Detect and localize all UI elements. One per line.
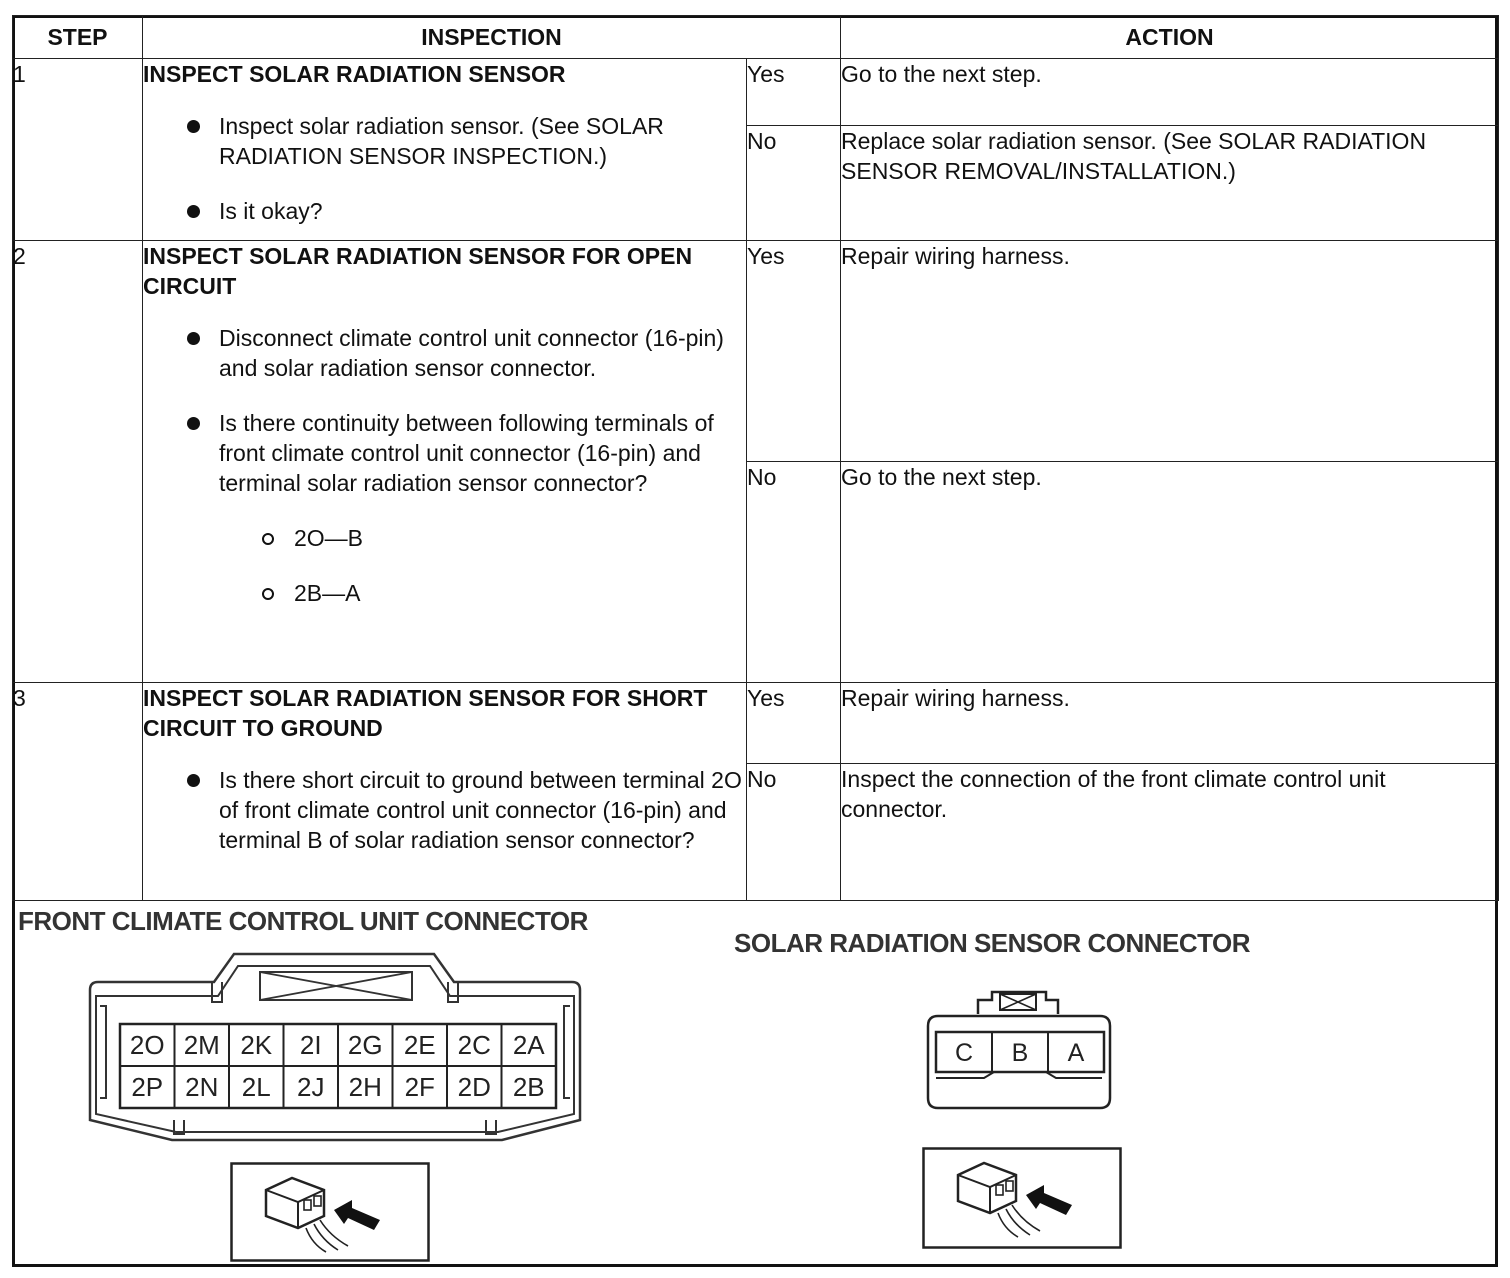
bullet-icon [187,417,200,430]
pin-label: C [954,1039,974,1067]
step-3-bullets [143,765,746,855]
pin-label: 2C [457,1030,491,1060]
list-item: Is there continuity between following terminals of front climate control unit connector (16-pin) and terminal solar radiation sensor connector? 2O—B 2B—A [143,408,746,608]
diagnostic-table [12,15,1499,901]
icon-frame [232,1164,429,1261]
pin-label: 2K [240,1030,273,1060]
step-2-inspection [143,241,747,683]
step-3-number: 3 [13,683,143,901]
pin-label: A [1067,1039,1085,1067]
bullet-icon [187,332,200,345]
inspection-header: INSPECTION [143,16,841,59]
list-item: Is there short circuit to ground between terminal 2O of front climate control unit connector (16-pin) and terminal B of solar radiation sensor connector? [143,765,746,855]
step-2-bullets [143,323,746,608]
step-3-yes-action: Repair wiring harness. [841,683,1499,764]
pin-label: 2G [347,1030,383,1060]
step-2-number: 2 [13,241,143,683]
pin-label: 2M [183,1030,220,1060]
step-3-no-action: Inspect the connection of the front climate control unit connector. [841,764,1499,901]
step-3-yes-label: Yes [747,683,841,764]
list-item: Is it okay? [143,196,746,226]
step-3-no-label: No [747,764,841,901]
bullet-icon [187,120,200,133]
bullet-icon [187,774,200,787]
list-item: Disconnect climate control unit connector (16-pin) and solar radiation sensor connector. [143,323,746,383]
pin-label: B [1011,1039,1029,1067]
step-1-title: INSPECT SOLAR RADIATION SENSOR [143,61,566,87]
front-pin-grid [120,1024,556,1108]
step-2-no-label: No [747,462,841,683]
front-connector-diagram [82,950,602,1150]
pin-label: 2A [512,1030,545,1060]
pin-label: 2F [404,1072,435,1102]
pin-label: 2O [129,1030,165,1060]
connector-body [266,1178,324,1228]
step-1-inspection [143,59,747,241]
step-1-number: 1 [13,59,143,241]
step-header: STEP [13,16,143,59]
pin-label: 2D [457,1072,491,1102]
solar-harness-side-icon [922,1147,1122,1249]
front-harness-side-icon [230,1162,430,1262]
step-1-no-action: Replace solar radiation sensor. (See SOLAR RADIATION SENSOR REMOVAL/INSTALLATION.) [841,126,1499,241]
connector-diagrams [12,900,1498,1267]
connector-body [958,1163,1016,1213]
solar-connector-diagram [920,986,1120,1116]
list-item: 2O—B [219,523,746,553]
list-item: 2B—A [219,578,746,608]
step-1-yes-label: Yes [747,59,841,126]
step-1-bullets [143,111,746,226]
step-1-no-label: No [747,126,841,241]
step-3-inspection [143,683,747,901]
circle-bullet-icon [262,533,274,545]
icon-frame [924,1149,1121,1248]
pin-label: 2N [185,1072,219,1102]
step-2-terminal-pairs [219,523,746,608]
pin-label: 2P [131,1072,164,1102]
pin-label: 2J [297,1072,325,1102]
pin-label: 2H [348,1072,382,1102]
step-2-yes-action: Repair wiring harness. [841,241,1499,462]
bullet-icon [187,205,200,218]
step-2-yes-row [13,241,1499,462]
step-1-yes-action: Go to the next step. [841,59,1499,126]
pin-label: 2I [299,1030,322,1060]
step-2-no-action: Go to the next step. [841,462,1499,683]
front-connector-title: FRONT CLIMATE CONTROL UNIT CONNECTOR [18,906,588,936]
action-header: ACTION [841,16,1499,59]
pin-label: 2B [512,1072,545,1102]
step-3-title: INSPECT SOLAR RADIATION SENSOR FOR SHORT CIRCUIT TO GROUND [143,685,708,741]
step-2-yes-label: Yes [747,241,841,462]
step-1-yes-row [13,59,1499,126]
circle-bullet-icon [262,588,274,600]
step-2-title: INSPECT SOLAR RADIATION SENSOR FOR OPEN CIRCUIT [143,243,693,299]
list-item: Inspect solar radiation sensor. (See SOLAR RADIATION SENSOR INSPECTION.) [143,111,746,171]
solar-connector-title: SOLAR RADIATION SENSOR CONNECTOR [734,928,1251,958]
pin-label: 2E [403,1030,436,1060]
pin-label: 2L [241,1072,271,1102]
step-3-yes-row [13,683,1499,764]
header-row [13,16,1499,59]
